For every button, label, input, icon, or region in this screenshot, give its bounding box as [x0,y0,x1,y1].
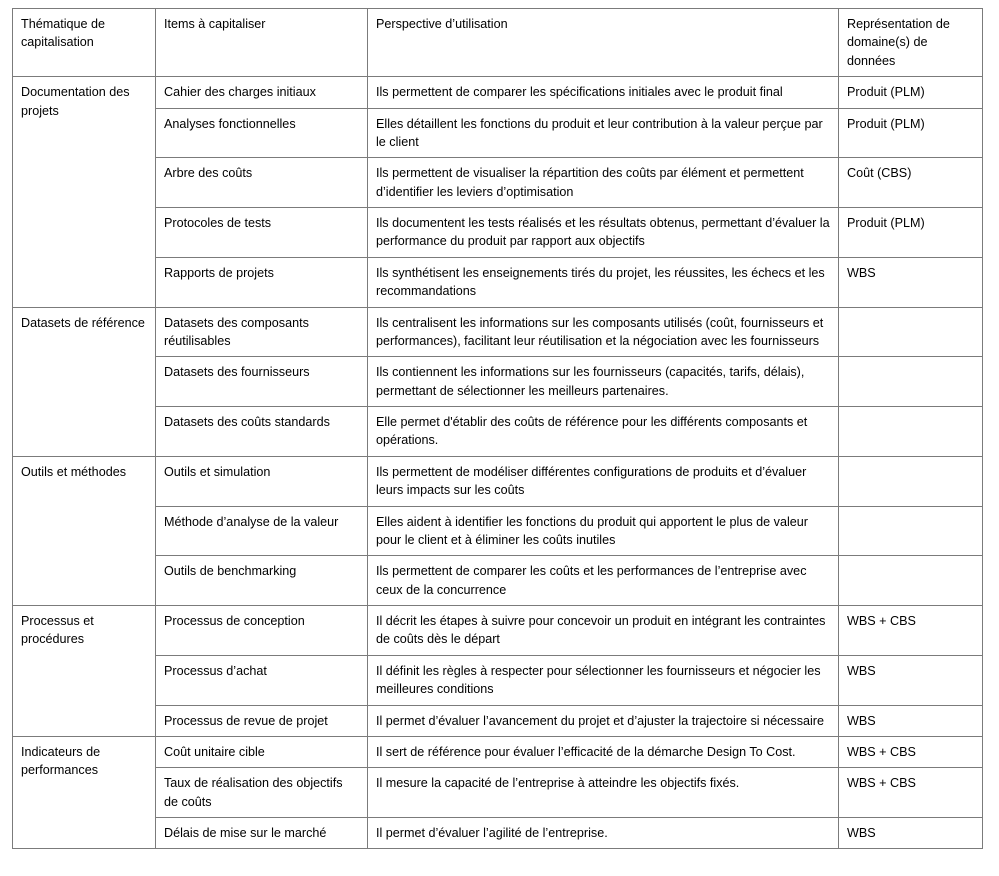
domain-cell [839,158,983,208]
domain-cell [839,818,983,849]
persp-cell [368,506,839,556]
items-text: Arbre des coûts [164,166,253,181]
items-text: Outils et simulation [164,464,271,479]
persp-text: Il décrit les étapes à suivre pour concevoir un produit en intégrant les contraintes de coûts dès le départ [376,614,826,647]
table-row [13,556,983,606]
persp-text: Il permet d’évaluer l’avancement du projet et d’ajuster la trajectoire si nécessaire [376,713,825,728]
domain-text: WBS [847,713,876,728]
column-header-label: Perspective d’utilisation [376,17,508,31]
table-row [13,257,983,307]
domain-cell [839,77,983,108]
domain-text: Coût (CBS) [847,166,912,181]
persp-cell [368,158,839,208]
domain-text: WBS + CBS [847,776,916,791]
persp-cell [368,655,839,705]
items-text: Méthode d’analyse de la valeur [164,514,339,529]
persp-cell [368,456,839,506]
theme-label: Indicateurs de performances [21,744,101,778]
persp-cell [368,556,839,606]
theme-group-cell [13,606,156,737]
items-text: Protocoles de tests [164,216,272,230]
domain-cell [839,556,983,606]
table-row [13,506,983,556]
domain-cell [839,307,983,357]
persp-cell [368,736,839,767]
domain-cell [839,506,983,556]
theme-label: Datasets de référence [21,315,145,330]
persp-text: Ils permettent de modéliser différentes configurations de produits et d’évaluer leurs impacts sur les coûts [376,464,807,498]
table-row [13,705,983,736]
persp-cell [368,705,839,736]
items-text: Datasets des composants réutilisables [164,315,309,348]
items-text: Outils de benchmarking [164,564,297,579]
persp-text: Ils documentent les tests réalisés et les résultats obtenus, permettant d’évaluer la performance du produit par rapport aux objectifs [376,216,830,249]
column-header-label: Thématique de capitalisation [21,17,106,50]
items-cell [156,357,368,407]
items-text: Processus d’achat [164,663,267,678]
table-row [13,818,983,849]
domain-text: WBS [847,265,876,280]
domain-cell [839,357,983,407]
persp-text: Ils synthétisent les enseignements tirés du projet, les réussites, les échecs et les recommandations [376,265,825,299]
domain-text: WBS [847,826,876,840]
theme-group-cell [13,456,156,605]
persp-cell [368,818,839,849]
items-text: Délais de mise sur le marché [164,826,327,840]
persp-text: Elles détaillent les fonctions du produit et leur contribution à la valeur perçue par le client [376,116,823,149]
persp-cell [368,108,839,158]
items-cell [156,407,368,457]
persp-text: Ils permettent de comparer les spécifications initiales avec le produit final [376,85,783,100]
persp-cell [368,257,839,307]
persp-text: Il permet d’évaluer l’agilité de l’entreprise. [376,826,608,840]
items-cell [156,158,368,208]
persp-cell [368,606,839,656]
persp-text: Elle permet d'établir des coûts de référence pour les différents composants et opérations. [376,415,808,448]
table-row [13,357,983,407]
theme-label: Processus et procédures [21,614,94,647]
items-cell [156,77,368,108]
items-cell [156,606,368,656]
items-text: Cahier des charges initiaux [164,85,316,100]
items-text: Analyses fonctionnelles [164,116,296,131]
table-row [13,77,983,108]
items-text: Coût unitaire cible [164,744,265,759]
items-cell [156,456,368,506]
items-cell [156,506,368,556]
items-text: Processus de revue de projet [164,713,328,728]
domain-text: WBS [847,663,876,678]
items-text: Rapports de projets [164,265,274,280]
domain-cell [839,705,983,736]
items-cell [156,818,368,849]
items-cell [156,257,368,307]
domain-cell [839,108,983,158]
table-row [13,456,983,506]
persp-cell [368,307,839,357]
theme-label: Outils et méthodes [21,464,126,479]
column-header-persp [368,9,839,77]
persp-cell [368,357,839,407]
domain-cell [839,456,983,506]
items-cell [156,768,368,818]
theme-group-cell [13,77,156,307]
items-text: Datasets des fournisseurs [164,365,310,380]
items-text: Datasets des coûts standards [164,415,330,429]
items-cell [156,556,368,606]
persp-cell [368,208,839,258]
table-row [13,108,983,158]
persp-text: Il mesure la capacité de l’entreprise à atteindre les objectifs fixés. [376,776,740,791]
items-cell [156,307,368,357]
items-cell [156,208,368,258]
column-header-label: Représentation de domaine(s) de données [847,17,950,68]
persp-cell [368,407,839,457]
column-header-domain [839,9,983,77]
persp-cell [368,77,839,108]
items-cell [156,705,368,736]
persp-cell [368,768,839,818]
domain-text: WBS + CBS [847,614,916,628]
domain-text: Produit (PLM) [847,85,925,100]
persp-text: Elles aident à identifier les fonctions du produit qui apportent le plus de valeur pour le client et à éliminer les coûts inutiles [376,514,808,547]
theme-group-cell [13,307,156,456]
domain-cell [839,257,983,307]
domain-text: Produit (PLM) [847,116,925,131]
column-header-items [156,9,368,77]
theme-label: Documentation des projets [21,85,130,118]
domain-cell [839,208,983,258]
domain-cell [839,407,983,457]
table-row [13,736,983,767]
domain-cell [839,736,983,767]
domain-text: Produit (PLM) [847,216,925,230]
column-header-theme [13,9,156,77]
table-row [13,208,983,258]
table-body [13,9,983,849]
persp-text: Ils permettent de comparer les coûts et les performances de l’entreprise avec ceux de la concurrence [376,564,807,597]
table-row [13,158,983,208]
domain-cell [839,768,983,818]
table-row [13,606,983,656]
items-text: Taux de réalisation des objectifs de coûts [164,776,343,809]
items-cell [156,108,368,158]
persp-text: Ils centralisent les informations sur les composants utilisés (coût, fournisseurs et performances), facilitant leur réutilisation et la négociation avec les fournisseurs [376,315,824,348]
domain-cell [839,655,983,705]
theme-group-cell [13,736,156,849]
table-row [13,307,983,357]
domain-cell [839,606,983,656]
table-row [13,768,983,818]
table-row [13,655,983,705]
table-header-row [13,9,983,77]
domain-text: WBS + CBS [847,744,916,759]
items-cell [156,736,368,767]
column-header-label: Items à capitaliser [164,17,266,31]
items-cell [156,655,368,705]
items-text: Processus de conception [164,614,305,628]
persp-text: Ils permettent de visualiser la répartition des coûts par élément et permettent d’identifier les leviers d’optimisation [376,166,804,199]
table-row [13,407,983,457]
capitalisation-table [12,8,983,849]
persp-text: Ils contiennent les informations sur les fournisseurs (capacités, tarifs, délais), permettant de sélectionner les meilleurs partenaires. [376,365,805,398]
persp-text: Il sert de référence pour évaluer l’efficacité de la démarche Design To Cost. [376,744,796,759]
persp-text: Il définit les règles à respecter pour sélectionner les fournisseurs et négocier les meilleures conditions [376,663,821,697]
